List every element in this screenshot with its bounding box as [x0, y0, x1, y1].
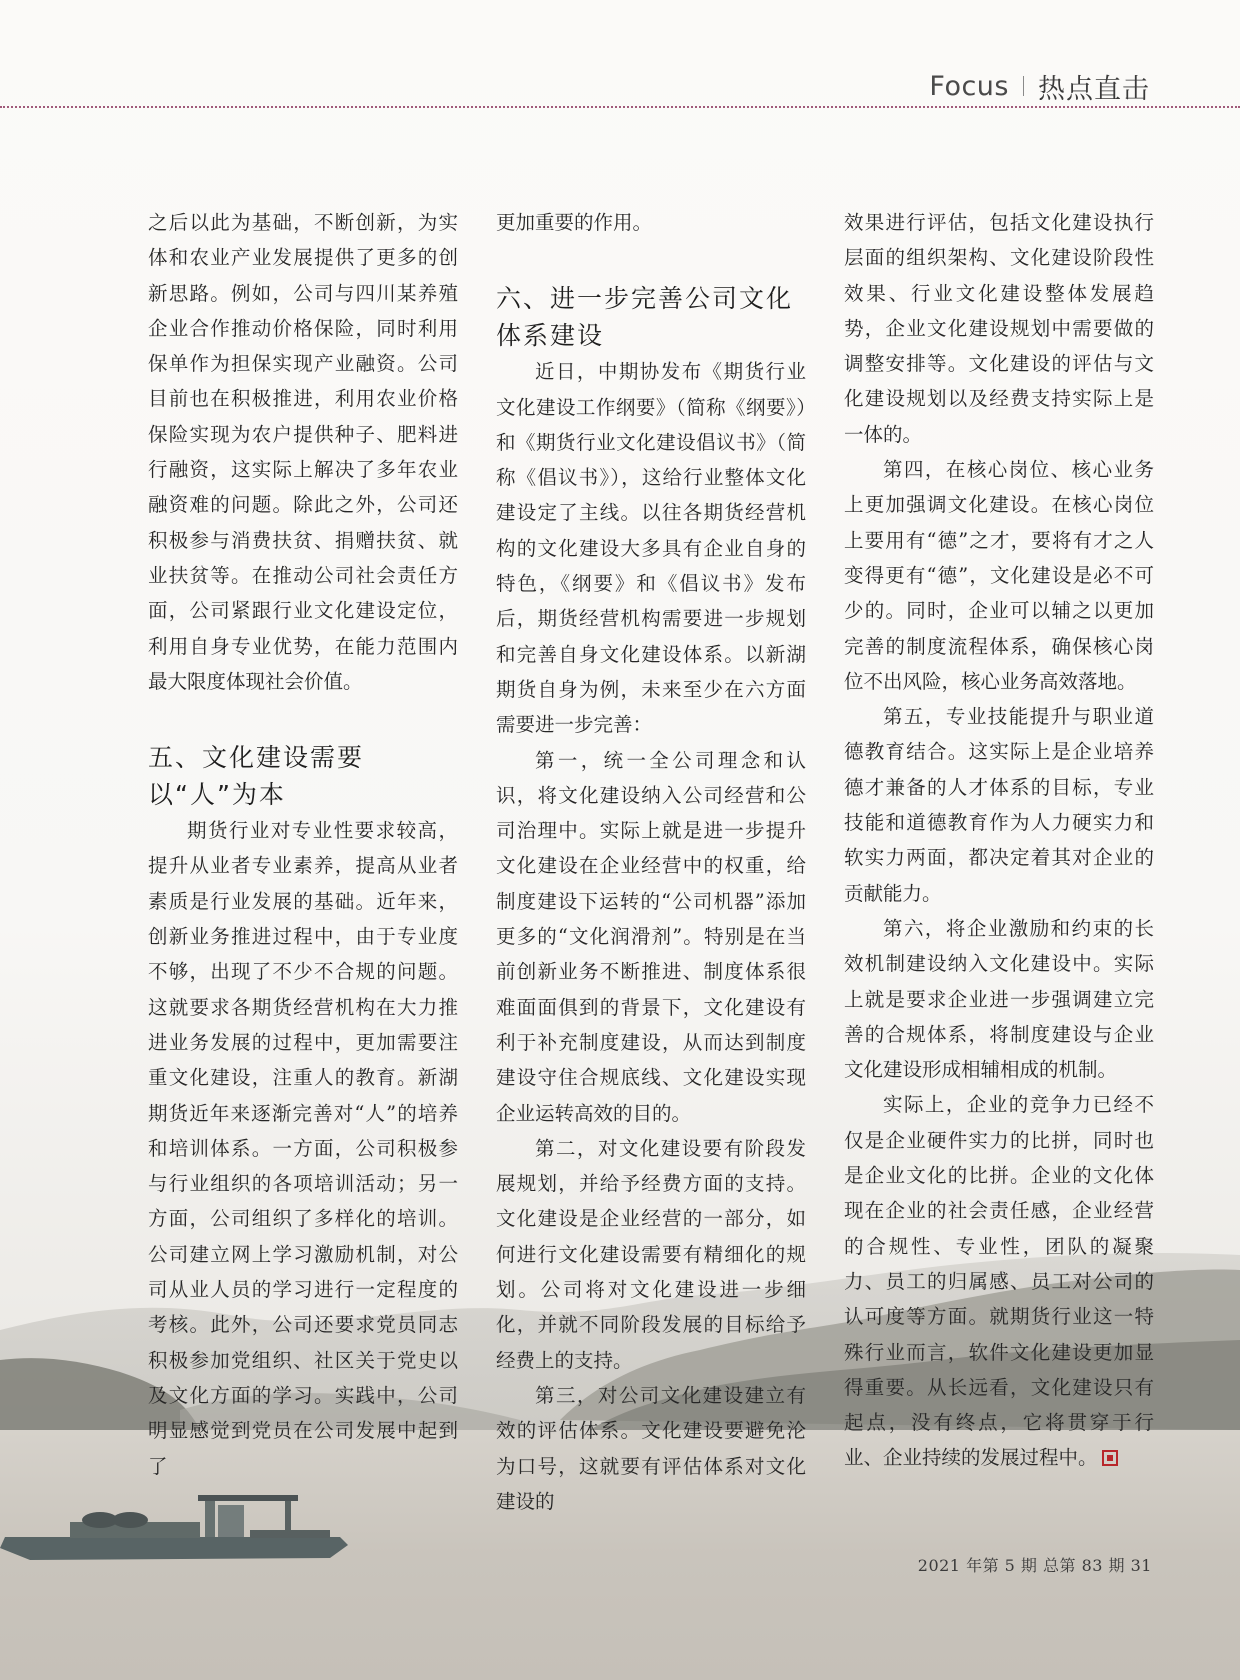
page-footer-issue: 2021 年第 5 期 总第 83 期 31	[917, 1556, 1152, 1575]
paragraph: 更加重要的作用。	[496, 211, 653, 234]
paragraph: 第三，对公司文化建设建立有效的评估体系。文化建设要避免沦为口号，这就要有评估体系对文化建设的	[496, 1383, 806, 1513]
paragraph: 第二，对文化建设要有阶段发展规划，并给予经费方面的支持。文化建设是企业经营的一部分，如何进行文化建设需要有精细化的规划。公司将对文化建设进一步细化，并就不同阶段发展的目标给予经费上的支持。	[496, 1136, 806, 1372]
paragraph: 之后以此为基础，不断创新，为实体和农业产业发展提供了更多的创新思路。例如，公司与四川某养殖企业合作推动价格保险，同时利用保单作为担保实现产业融资。公司目前也在积极推进，利用农业价格保险实现为农户提供种子、肥料进行融资，这实际上解决了多年农业融资难的问题。除此之外，公司还积极参与消费扶贫、捐赠扶贫、就业扶贫等。在推动公司社会责任方面，公司紧跟行业文化建设定位，利用自身专业优势，在能力范围内最大限度体现社会价值。	[148, 211, 458, 693]
paragraph: 期货行业对专业性要求较高，提升从业者专业素养，提高从业者素质是行业发展的基础。近年来，创新业务推进过程中，由于专业度不够，出现了不少不合规的问题。这就要求各期货经营机构在大力推进业务发展的过程中，更加需要注重文化建设，注重人的教育。新湖期货近年来逐渐完善对“人”的培养和培训体系。一方面，公司积极参与行业组织的各项培训活动；另一方面，公司组织了多样化的培训。公司建立网上学习激励机制，对公司从业人员的学习进行一定程度的考核。此外，公司还要求党员同志积极参加党组织、社区关于党史以及文化方面的学习。实践中，公司明显感觉到党员在公司发展中起到了	[148, 819, 458, 1478]
header-dotted-rule	[0, 106, 1240, 108]
header-divider	[1023, 76, 1024, 96]
paragraph: 近日，中期协发布《期货行业文化建设工作纲要》（简称《纲要》）和《期货行业文化建设倡议书》（简称《倡议书》），这给行业整体文化建设定了主线。以往各期货经营机构的文化建设大多具有企业自身的特色，《纲要》和《倡议书》发布后，期货经营机构需要进一步规划和完善自身文化建设体系。以新湖期货自身为例，未来至少在六方面需要进一步完善：	[496, 360, 806, 737]
paragraph: 第一，统一全公司理念和认识，将文化建设纳入公司经营和公司治理中。实际上就是进一步提升文化建设在企业经营中的权重，给制度建设下运转的“公司机器”添加更多的“文化润滑剂”。特别是在当前创新业务不断推进、制度体系很难面面俱到的背景下，文化建设有利于补充制度建设，从而达到制度建设守住合规底线、文化建设实现企业运转高效的目的。	[496, 748, 806, 1125]
paragraph: 第五，专业技能提升与职业道德教育结合。这实际上是企业培养德才兼备的人才体系的目标，专业技能和道德教育作为人力硬实力和软实力两面，都决定着其对企业的贡献能力。	[844, 705, 1154, 905]
section-label-cn: 热点直击	[1038, 73, 1150, 105]
section-heading-6: 六、进一步完善公司文化体系建设	[496, 284, 794, 351]
section-heading-5: 五、文化建设需要以“人”为本	[148, 743, 365, 810]
paragraph: 第六，将企业激励和约束的长效机制建设纳入文化建设中。实际上就是要求企业进一步强调建立完善的合规体系，将制度建设与企业文化建设形成相辅相成的机制。	[844, 916, 1154, 1082]
paragraph: 第四，在核心岗位、核心业务上更加强调文化建设。在核心岗位上要用有“德”之才，要将有才之人变得更有“德”，文化建设是必不可少的。同时，企业可以辅之以更加完善的制度流程体系，确保核心岗位不出风险，核心业务高效落地。	[844, 458, 1154, 693]
closing-text: 实际上，企业的竞争力已经不仅是企业硬件实力的比拼，同时也是企业文化的比拼。企业的文化体现在企业的社会责任感，企业经营的合规性、专业性，团队的凝聚力、员工的归属感、员工对公司的认可度等方面。就期货行业这一特殊行业而言，软件文化建设更加显得重要。从长远看，文化建设只有起点，没有终点，它将贯穿于行业、企业持续的发展过程中。	[844, 1093, 1154, 1470]
article-end-icon	[1102, 1450, 1118, 1466]
section-header	[929, 68, 1150, 104]
article-column-3	[844, 205, 1154, 1476]
article-column-1	[148, 205, 458, 1484]
section-label-en: Focus	[929, 70, 1009, 102]
closing-paragraph	[844, 1087, 1154, 1475]
article-column-2	[496, 205, 806, 1519]
paragraph: 效果进行评估，包括文化建设执行层面的组织架构、文化建设阶段性效果、行业文化建设整体发展趋势，企业文化建设规划中需要做的调整安排等。文化建设的评估与文化建设规划以及经费支持实际上是一体的。	[844, 211, 1154, 446]
